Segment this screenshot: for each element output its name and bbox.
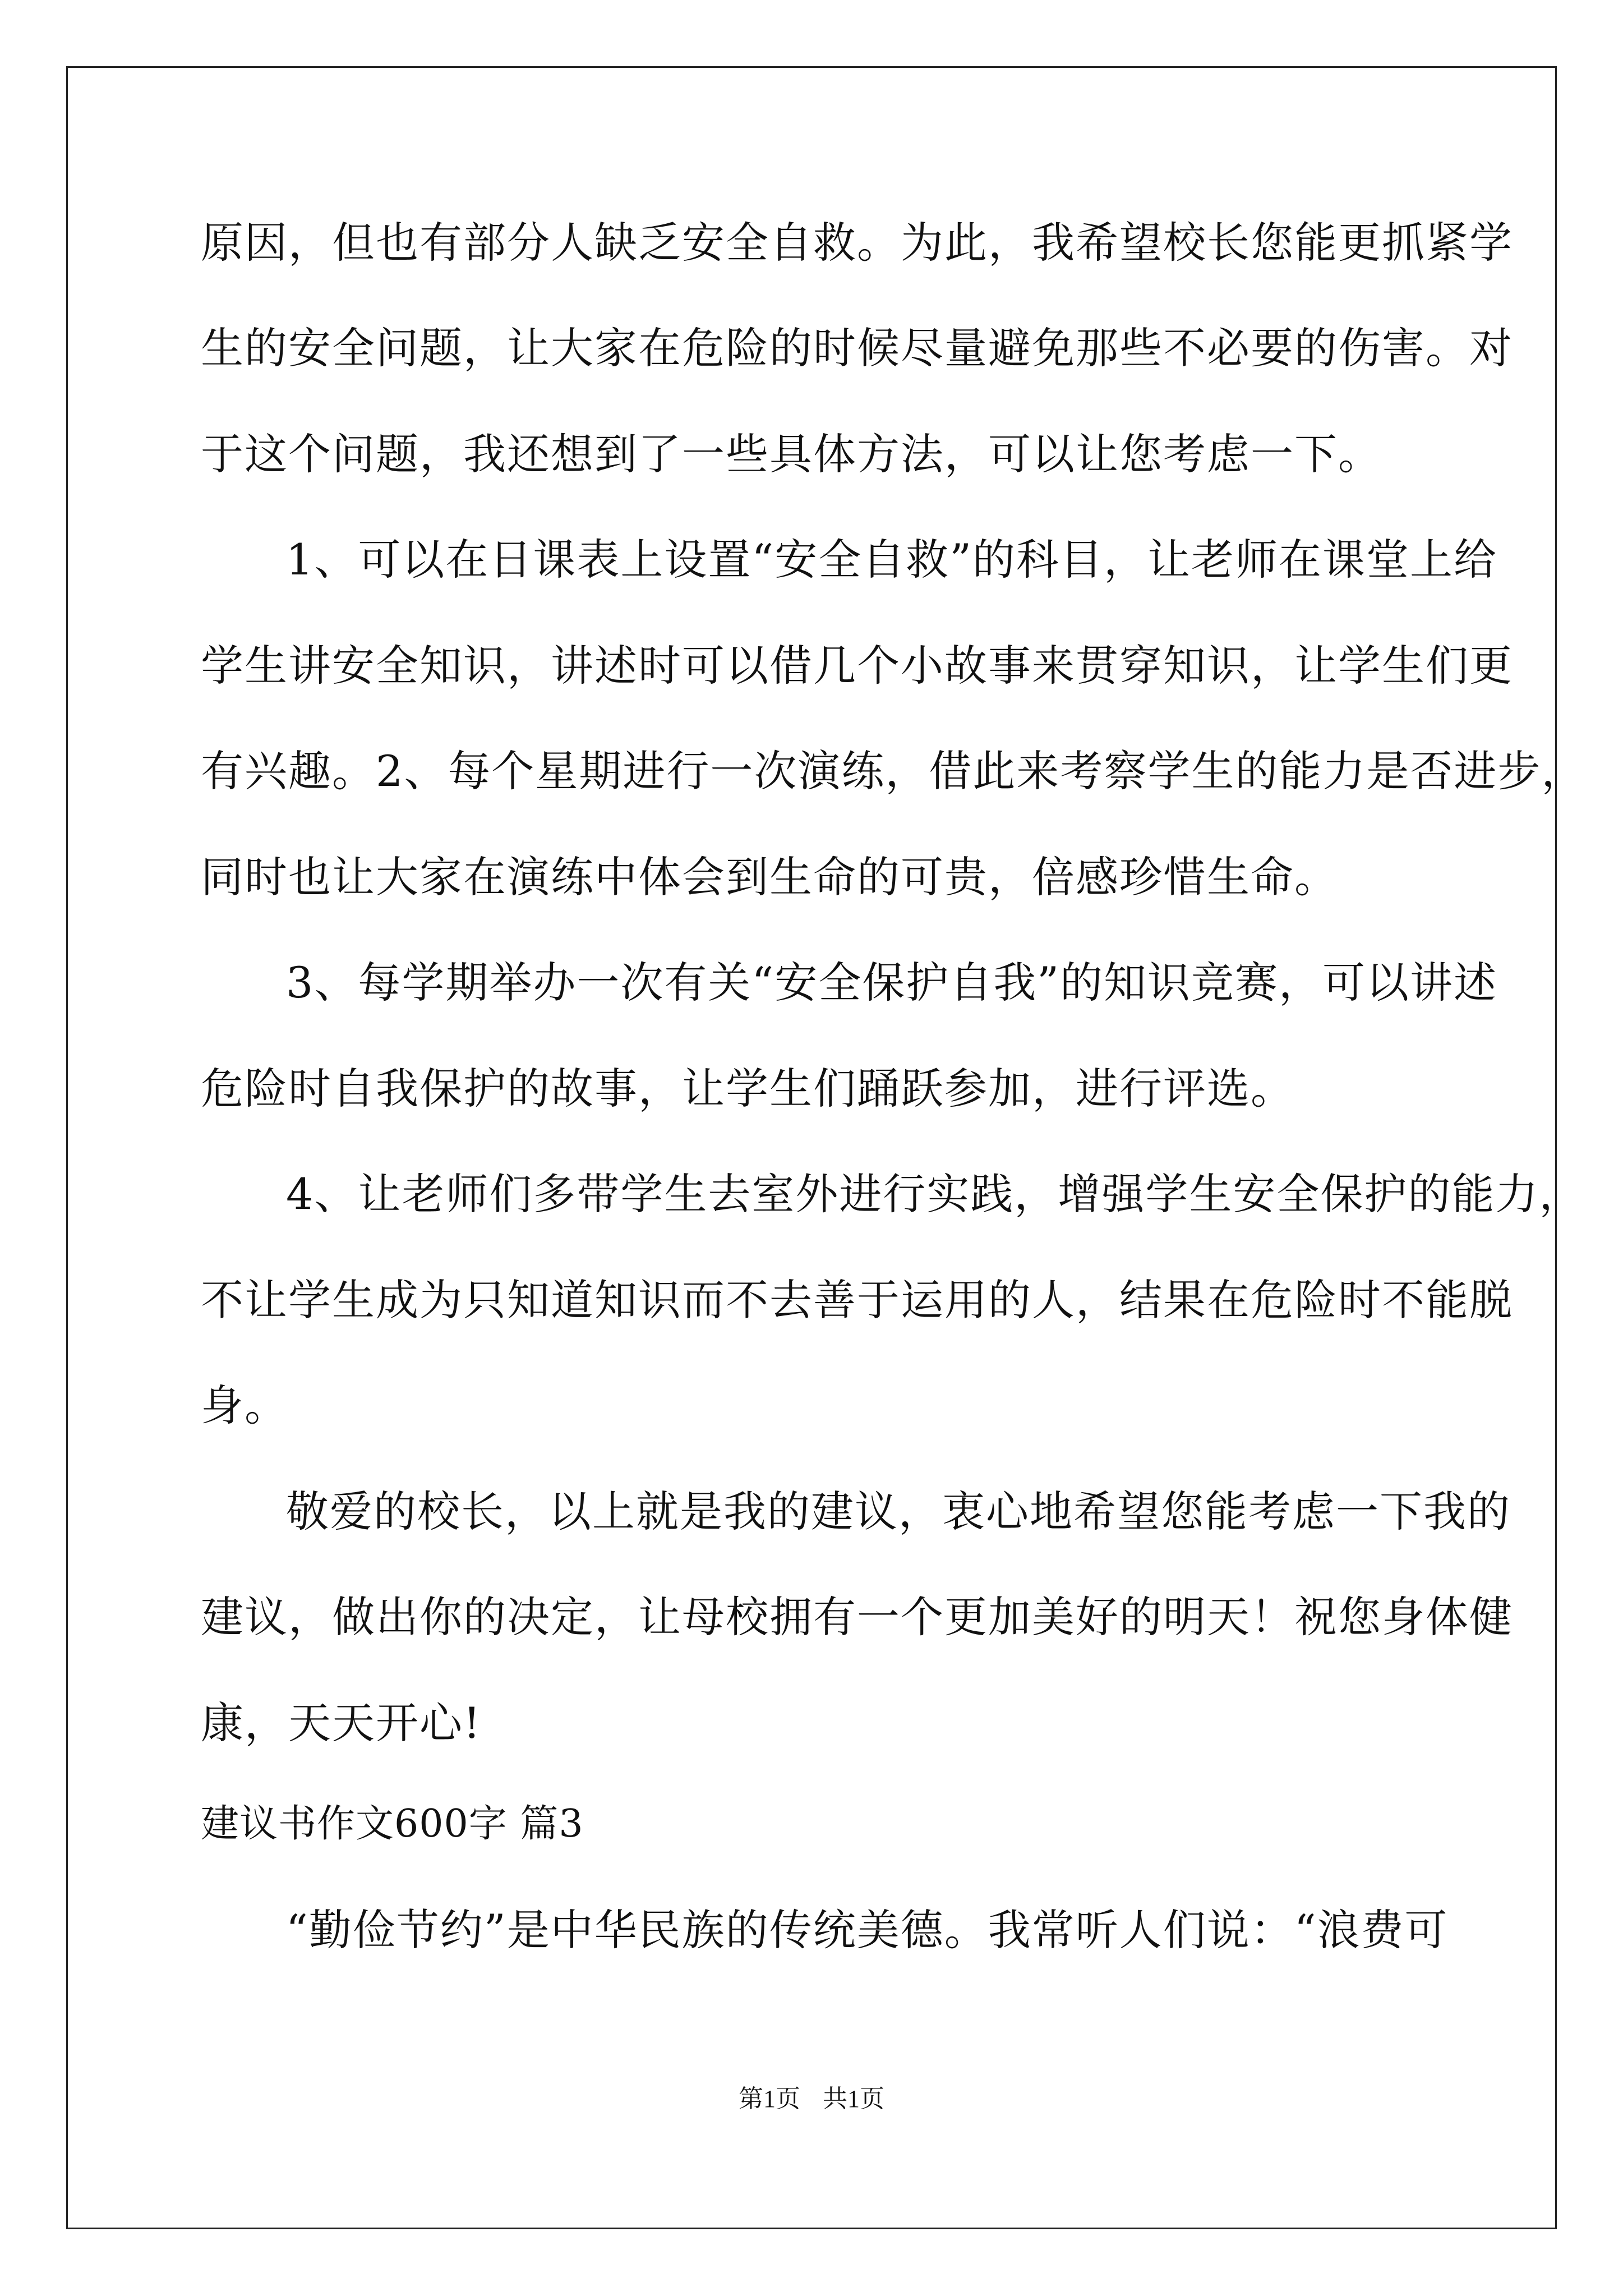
list-item-line: 3、每学期举办一次有关“安全保护自我”的知识竞赛，可以讲述: [286, 958, 1498, 1007]
page-number: 第1页: [739, 2085, 800, 2113]
section-heading: 建议书作文600字 篇3: [201, 1802, 584, 1846]
paragraph-line: 敬爱的校长，以上就是我的建议，衷心地希望您能考虑一下我的: [286, 1487, 1511, 1536]
list-item-line: 有兴趣。2、每个星期进行一次演练，借此来考察学生的能力是否进步，: [201, 746, 1585, 796]
paragraph-line: 于这个问题，我还想到了一些具体方法，可以让您考虑一下。: [201, 429, 1382, 479]
paragraph-line: 建议，做出你的决定，让母校拥有一个更加美好的明天！祝您身体健: [201, 1592, 1513, 1642]
document-body: [201, 0, 1585, 2296]
page-total: 共1页: [823, 2085, 884, 2113]
list-item-line: 学生讲安全知识，讲述时可以借几个小故事来贯穿知识，让学生们更: [201, 641, 1513, 691]
list-item-line: 危险时自我保护的故事，让学生们踊跃参加，进行评选。: [201, 1064, 1294, 1114]
list-item-line: 4、让老师们多带学生去室外进行实践，增强学生安全保护的能力，: [286, 1169, 1583, 1219]
list-item-line: 身。: [201, 1381, 288, 1430]
paragraph-line: 生的安全问题，让大家在危险的时候尽量避免那些不必要的伤害。对: [201, 323, 1513, 373]
page-footer: [0, 2082, 1623, 2116]
paragraph-line: 康，天天开心!: [201, 1698, 482, 1748]
list-item-line: 同时也让大家在演练中体会到生命的可贵，倍感珍惜生命。: [201, 852, 1338, 902]
paragraph-line: 原因，但也有部分人缺乏安全自救。为此，我希望校长您能更抓紧学: [201, 218, 1513, 268]
list-item-line: 不让学生成为只知道知识而不去善于运用的人，结果在危险时不能脱: [201, 1275, 1513, 1325]
list-item-line: 1、可以在日课表上设置“安全自救”的科目，让老师在课堂上给: [286, 535, 1498, 585]
paragraph-line: “勤俭节约”是中华民族的传统美德。我常听人们说：“浪费可: [286, 1905, 1449, 1955]
